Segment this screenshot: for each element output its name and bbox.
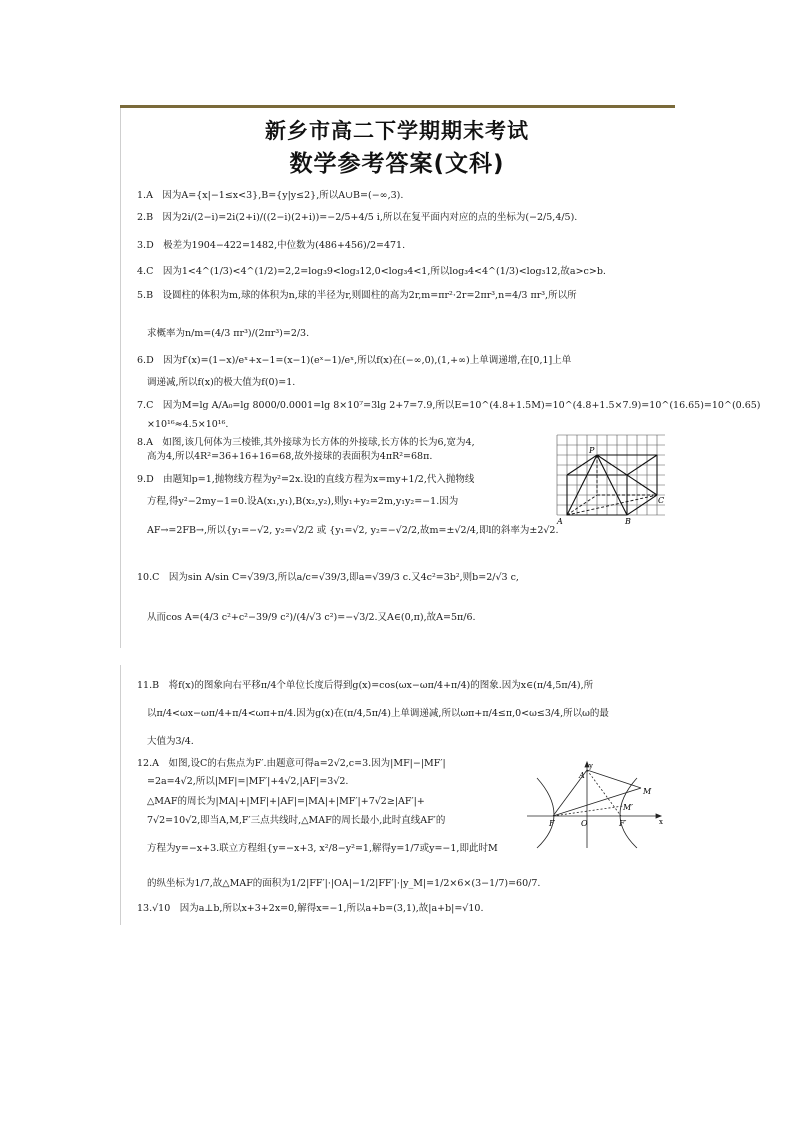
answer-12-cont2: △MAF的周长为|MA|+|MF|+|AF|=|MA|+|MF′|+7√2≥|AF′|+ — [147, 796, 425, 807]
answer-12-cont3: 7√2=10√2,即当A,M,F′三点共线时,△MAF的周长最小,此时直线AF′的 — [147, 815, 446, 826]
label-y: y — [589, 762, 593, 770]
answer-9-cont2: AF→=2FB→,所以{y₁=−√2, y₂=√2/2 或 {y₁=√2, y₂=−√2/2,故m=±√2/4,即l的斜率为±2√2. — [147, 525, 559, 536]
answer-5: 5.B 设圆柱的体积为m,球的体积为n,球的半径为r,则圆柱的高为2r,m=πr²·2r=2πr³,n=4/3 πr³,所以所 — [137, 290, 577, 301]
label-m: M — [643, 787, 652, 796]
answer-5-cont: 求概率为n/m=(4/3 πr³)/(2πr³)=2/3. — [147, 328, 310, 339]
page-subtitle: 数学参考答案(文科) — [289, 151, 505, 177]
answer-4: 4.C 因为1<4^(1/3)<4^(1/2)=2,2=log₃9<log₃12,0<log₃4<1,所以log₃4<4^(1/3)<log₃12,故a>c>b. — [137, 266, 606, 277]
label-f: F — [549, 819, 555, 828]
answer-8: 8.A 如图,该几何体为三棱锥,其外接球为长方体的外接球,长方体的长为6,宽为4, — [137, 437, 475, 448]
pyramid-grid-figure — [555, 433, 667, 525]
answer-12-cont5: 的纵坐标为1/7,故△MAF的面积为1/2|FF′|·|OA|−1/2|FF′|·|y_M|=1/2×6×(3−1/7)=60/7. — [147, 878, 541, 889]
left-margin-line — [120, 108, 121, 648]
answer-7-cont: ×10¹⁶≈4.5×10¹⁶. — [147, 419, 229, 430]
answer-13: 13.√10 因为a⊥b,所以x+3+2x=0,解得x=−1,所以a+b=(3,1),故|a+b|=√10. — [137, 903, 484, 914]
label-o: O — [581, 819, 588, 828]
label-b: B — [625, 517, 631, 525]
label-a: A — [579, 771, 585, 780]
answer-10-cont: 从而cos A=(4/3 c²+c²−39/9 c²)/(4/√3 c²)=−√3/2.又A∈(0,π),故A=5π/6. — [147, 612, 476, 623]
answer-8-cont: 高为4,所以4R²=36+16+16=68,故外接球的表面积为4πR²=68π. — [147, 451, 433, 462]
label-f-prime: F′ — [619, 819, 627, 828]
left-margin-line — [120, 665, 121, 925]
answer-7: 7.C 因为M=lg A/A₀=lg 8000/0.0001=lg 8×10⁷=3lg 2+7=7.9,所以E=10^(4.8+1.5M)=10^(4.8+1.5×7.9)=10^(16.65)=10^(0.65) — [137, 400, 761, 411]
answer-9: 9.D 由题知p=1,抛物线方程为y²=2x.设l的直线方程为x=my+1/2,代入抛物线 — [137, 474, 475, 485]
answer-11: 11.B 将f(x)的图象向右平移π/4个单位长度后得到g(x)=cos(ωx−ωπ/4+π/4)的图象.因为x∈(π/4,5π/4),所 — [137, 680, 594, 691]
answer-9-cont1: 方程,得y²−2my−1=0.设A(x₁,y₁),B(x₂,y₂),则y₁+y₂=2m,y₁y₂=−1.因为 — [147, 496, 459, 507]
answer-12-cont1: =2a=4√2,所以|MF|=|MF′|+4√2,|AF|=3√2. — [147, 776, 349, 787]
label-c: C — [658, 496, 665, 505]
answer-11-cont1: 以π/4<ωx−ωπ/4+π/4<ωπ+π/4.因为g(x)在(π/4,5π/4)上单调递减,所以ωπ+π/4≤π,0<ω≤3/4,所以ω的最 — [147, 708, 609, 719]
label-a: A — [557, 517, 563, 525]
answer-11-cont2: 大值为3/4. — [147, 736, 194, 747]
label-m-prime: M′ — [623, 803, 634, 812]
answer-12: 12.A 如图,设C的右焦点为F′.由题意可得a=2√2,c=3.因为|MF|−|MF′| — [137, 758, 446, 769]
header-rule — [120, 105, 675, 108]
answer-10: 10.C 因为sin A/sin C=√39/3,所以a/c=√39/3,即a=√39/3 c.又4c²=3b²,则b=2/√3 c, — [137, 572, 519, 583]
answer-3: 3.D 极差为1904−422=1482,中位数为(486+456)/2=471. — [137, 240, 406, 251]
label-p: P — [589, 446, 595, 455]
label-x: x — [659, 818, 663, 826]
answer-6: 6.D 因为f′(x)=(1−x)/eˣ+x−1=(x−1)(eˣ−1)/eˣ,所以f(x)在(−∞,0),(1,+∞)上单调递增,在[0,1]上单 — [137, 355, 572, 366]
answer-2: 2.B 因为2i/(2−i)=2i(2+i)/((2−i)(2+i))=−2/5+4/5 i,所以在复平面内对应的点的坐标为(−2/5,4/5). — [137, 212, 578, 223]
hyperbola-figure — [525, 758, 667, 850]
answer-12-cont4: 方程为y=−x+3.联立方程组{y=−x+3, x²/8−y²=1,解得y=1/7或y=−1,即此时M — [147, 843, 498, 854]
answer-1: 1.A 因为A={x|−1≤x<3},B={y|y≤2},所以A∪B=(−∞,3). — [137, 190, 404, 201]
answer-6-cont: 调递减,所以f(x)的极大值为f(0)=1. — [147, 377, 296, 388]
page-title: 新乡市高二下学期期末考试 — [265, 119, 529, 143]
